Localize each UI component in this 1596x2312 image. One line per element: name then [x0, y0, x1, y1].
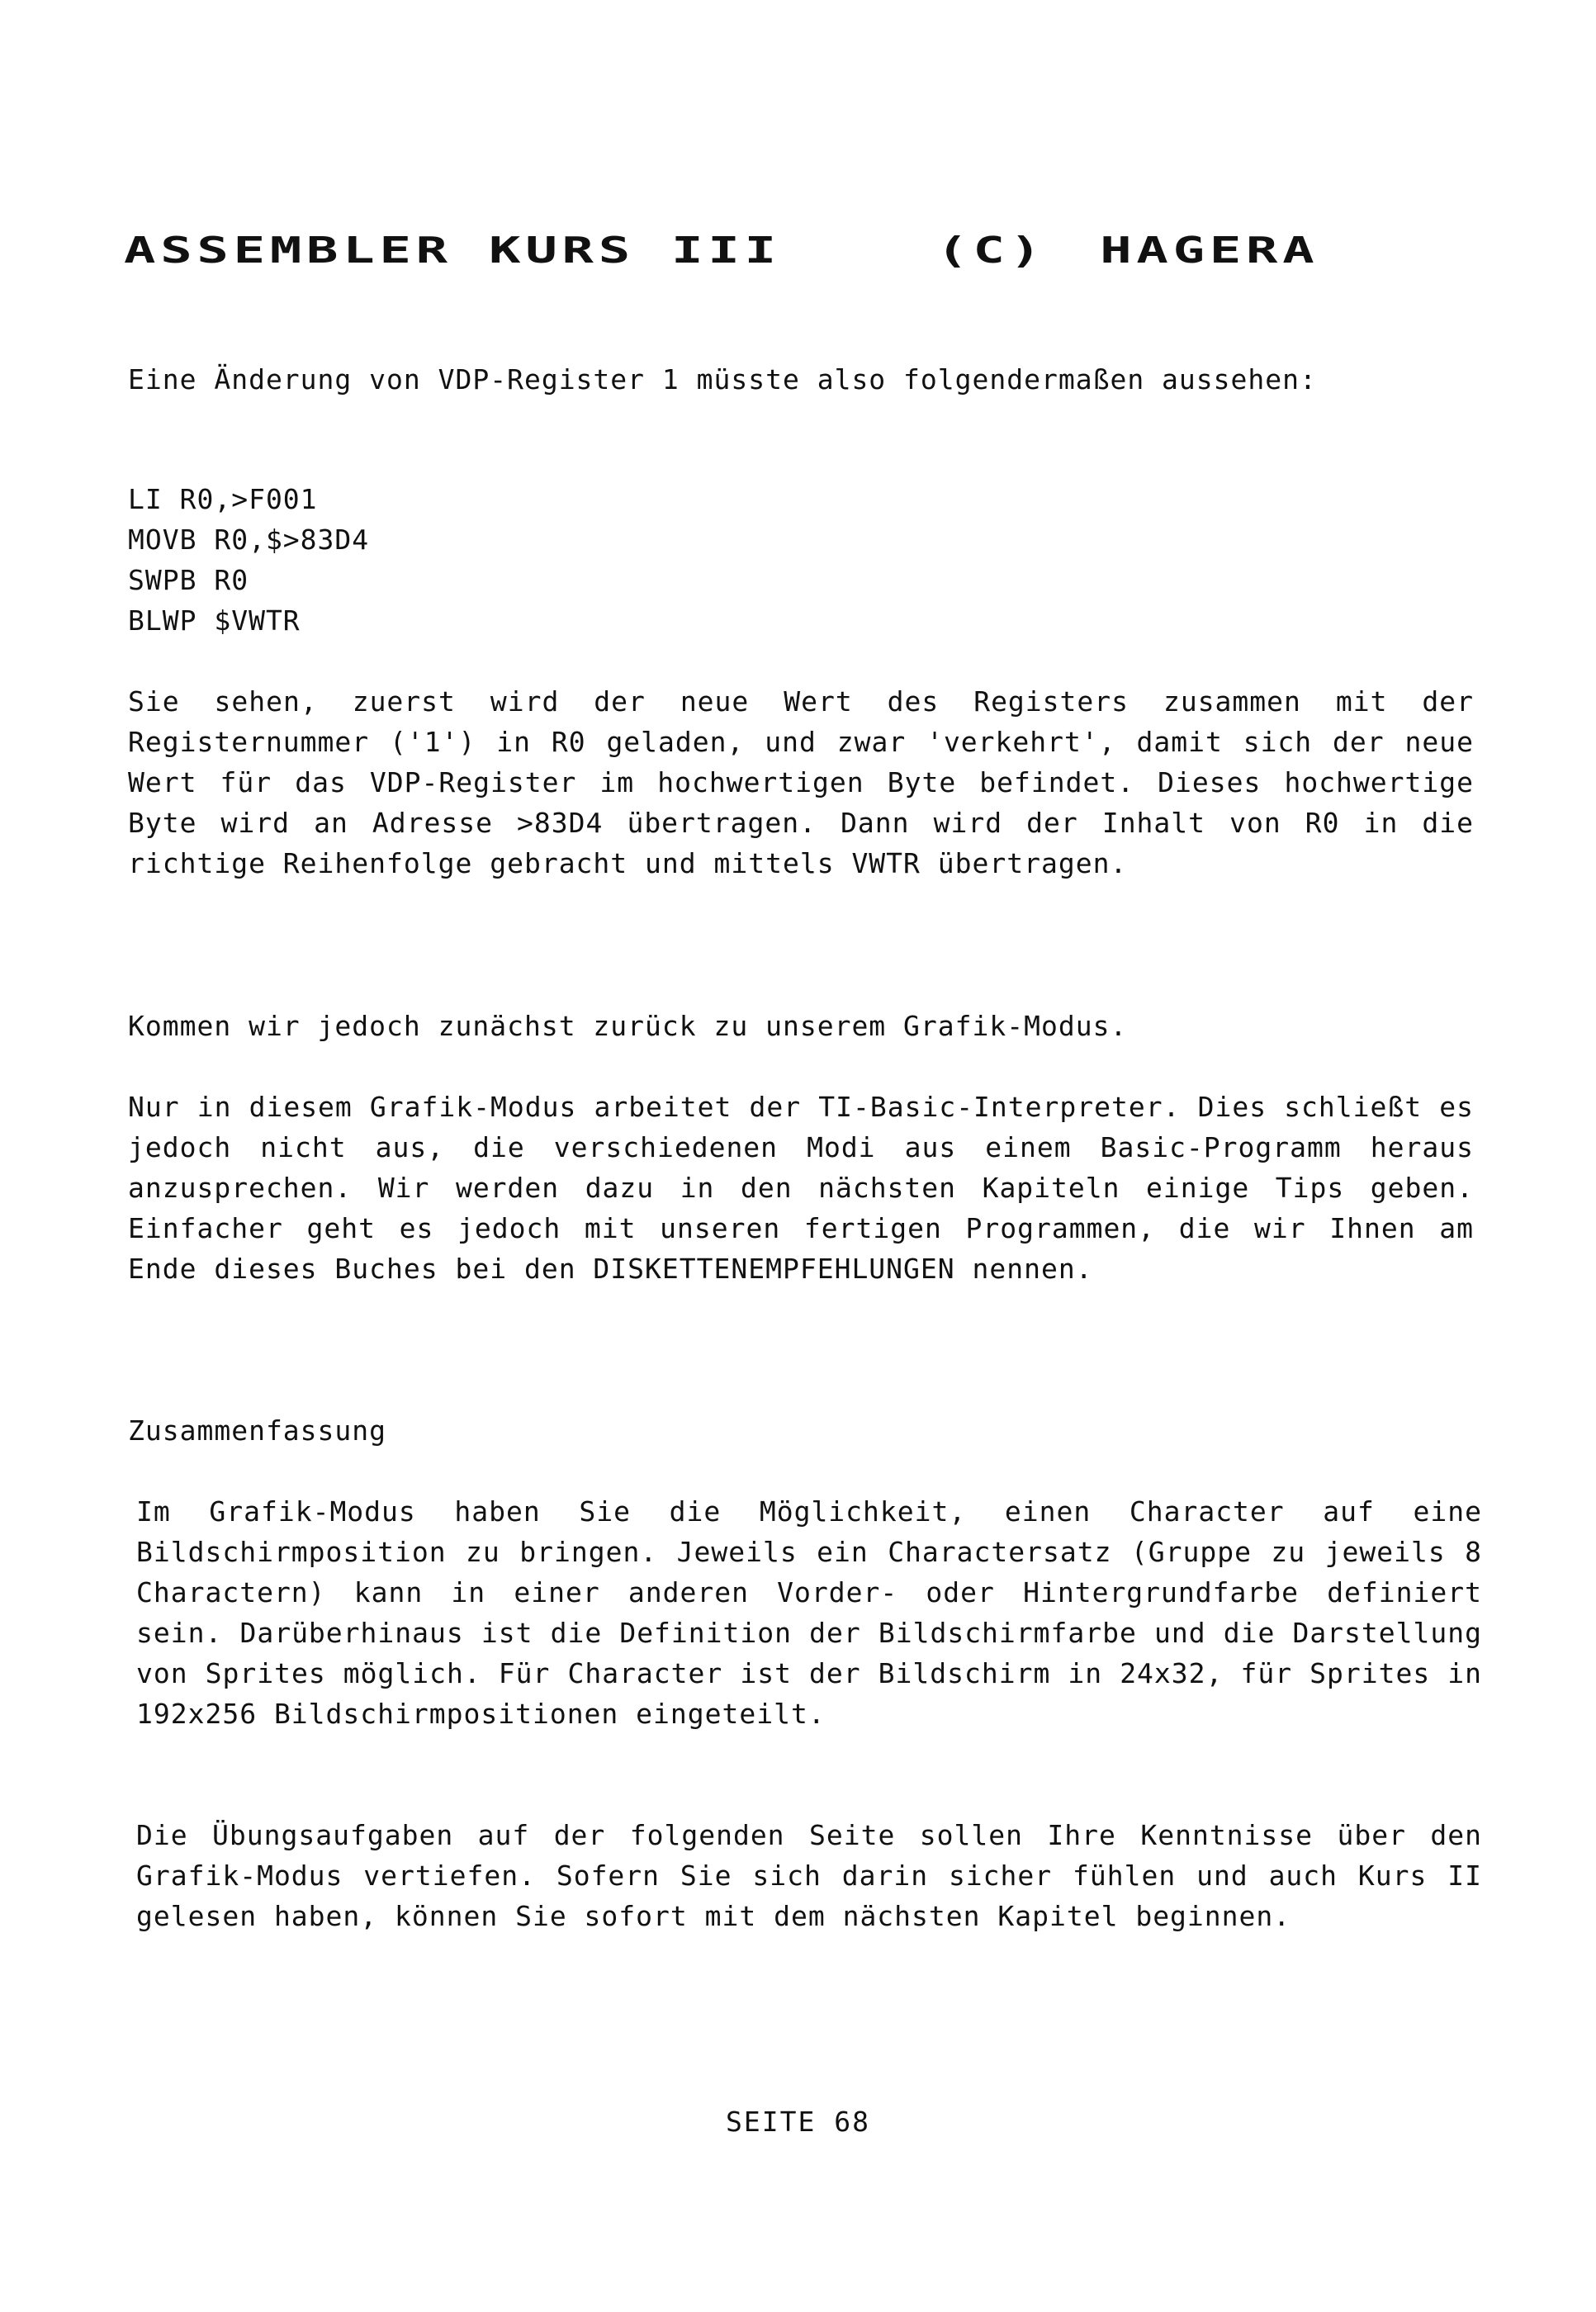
- header-publisher: HAGERA: [1100, 230, 1319, 272]
- page-number: SEITE 68: [726, 2106, 870, 2138]
- code-line: SWPB R0: [128, 564, 249, 596]
- header-course-title: ASSEMBLER KURS III: [124, 230, 781, 272]
- explanation-paragraph: Sie sehen, zuerst wird der neue Wert des Registers zusammen mit der Registernummer ('1') in R0 geladen, und zwar 'verkehrt', damit sich der neue Wert für das VDP-Register im hochwertigen Byte befindet. Dieses hochwertige Byte wird an Adresse >83D4 übertragen. Dann wird der Inhalt von R0 in die richtige Reihenfolge gebracht und mittels VWTR übertragen.: [128, 685, 1474, 879]
- summary-paragraph: Im Grafik-Modus haben Sie die Möglichkeit, einen Character auf eine Bildschirmposition zu bringen. Jeweils ein Charactersatz (Gruppe zu jeweils 8 Charactern) kann in einer anderen Vorder- oder Hintergrundfarbe definiert sein. Darüberhinaus ist die Definition der Bildschirmfarbe und die Darstellung von Sprites möglich. Für Character ist der Bildschirm in 24x32, für Sprites in 192x256 Bildschirmpositionen eingeteilt.: [136, 1495, 1482, 1730]
- code-listing: [128, 479, 1474, 641]
- header-copyright: (C): [936, 230, 1046, 272]
- intro-paragraph: Eine Änderung von VDP-Register 1 müsste also folgendermaßen aussehen:: [128, 363, 1317, 396]
- code-line: MOVB R0,$>83D4: [128, 524, 370, 556]
- exercise-paragraph: Die Übungsaufgaben auf der folgenden Seite sollen Ihre Kenntnisse über den Grafik-Modus vertiefen. Sofern Sie sich darin sicher fühlen und auch Kurs II gelesen haben, können Sie sofort mit dem nächsten Kapitel beginnen.: [136, 1819, 1482, 1932]
- code-line: LI R0,>F001: [128, 483, 318, 515]
- section-heading: Zusammenfassung: [128, 1414, 387, 1447]
- transition-paragraph: Kommen wir jedoch zunächst zurück zu unserem Grafik-Modus.: [128, 1010, 1128, 1042]
- grafik-modus-paragraph: Nur in diesem Grafik-Modus arbeitet der TI-Basic-Interpreter. Dies schließt es jedoch nicht aus, die verschiedenen Modi aus einem Basic-Programm heraus anzusprechen. Wir werden dazu in den nächsten Kapiteln einige Tips geben. Einfacher geht es jedoch mit unseren fertigen Programmen, die wir Ihnen am Ende dieses Buches bei den DISKETTENEMPFEHLUNGEN nennen.: [128, 1091, 1474, 1285]
- code-line: BLWP $VWTR: [128, 604, 301, 637]
- page-header: [124, 230, 1596, 287]
